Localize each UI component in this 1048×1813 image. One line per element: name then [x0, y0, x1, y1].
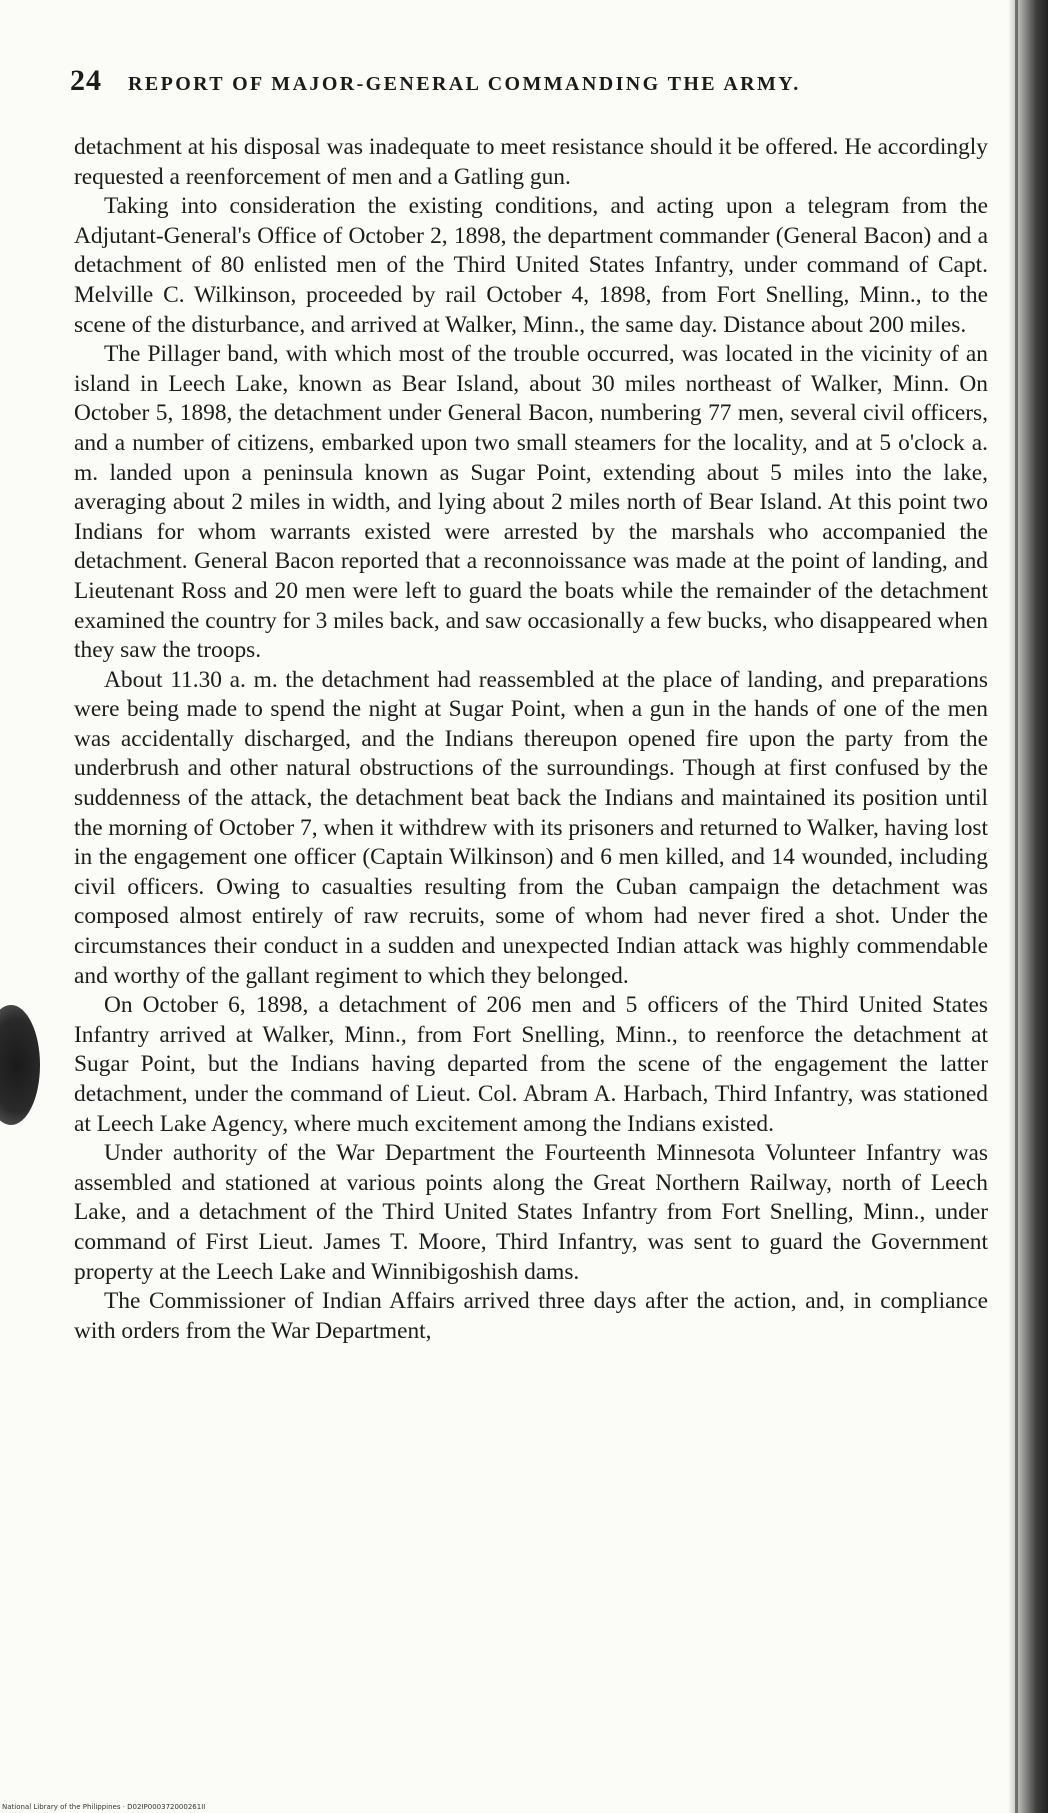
binding-shadow	[0, 1005, 40, 1125]
paragraph: Taking into consideration the existing conditions, and acting upon a telegram from the Adjutant-General's Office of October 2, 1898, the department commander (General Bacon) and a detachment of 80 enlisted men of the Third United States Infantry, under command of Capt. Melville C. Wilkinson, proceeded by rail October 4, 1898, from Fort Snelling, Minn., to the scene of the disturbance, and arrived at Walker, Minn., the same day. Distance about 200 miles.	[74, 193, 988, 338]
paragraph: On October 6, 1898, a detachment of 206 men and 5 officers of the Third United States Infantry arrived at Walker, Minn., from Fort Snelling, Minn., to reenforce the detachment at Sugar Point, but the Indians having departed from the scene of the engagement the latter detachment, under the command of Lieut. Col. Abram A. Harbach, Third Infantry, was stationed at Leech Lake Agency, where much excitement among the Indians existed.	[74, 992, 988, 1137]
report-body	[74, 133, 988, 1346]
paragraph: The Pillager band, with which most of the trouble occurred, was located in the vicinity of an island in Leech Lake, known as Bear Island, about 30 miles northeast of Walker, Minn. On October 5, 1898, the detachment under General Bacon, numbering 77 men, several civil officers, and a number of citizens, embarked upon two small steamers for the locality, and at 5 o'clock a. m. landed upon a peninsula known as Sugar Point, extending about 5 miles into the lake, averaging about 2 miles in width, and lying about 2 miles north of Bear Island. At this point two Indians for whom warrants existed were arrested by the marshals who accompanied the detachment. General Bacon reported that a reconnoissance was made at the point of landing, and Lieutenant Ross and 20 men were left to guard the boats while the remainder of the detachment examined the country for 3 miles back, and saw occasionally a few bucks, who disappeared when they saw the troops.	[74, 341, 988, 664]
running-title: REPORT OF MAJOR-GENERAL COMMANDING THE ARMY.	[128, 73, 801, 95]
paragraph: The Commissioner of Indian Affairs arrived three days after the action, and, in compliance with orders from the War Department,	[74, 1288, 988, 1344]
scan-credit: National Library of the Philippines · D02IP000372000261II	[2, 1803, 206, 1811]
page-header	[70, 64, 950, 98]
page-edge-line	[1015, 0, 1018, 1813]
page-number: 24	[70, 64, 102, 97]
paragraph-continued: detachment at his disposal was inadequate to meet resistance should it be offered. He accordingly requested a reenforcement of men and a Gatling gun.	[74, 134, 988, 190]
paragraph: About 11.30 a. m. the detachment had reassembled at the place of landing, and preparations were being made to spend the night at Sugar Point, when a gun in the hands of one of the men was accidentally discharged, and the Indians thereupon opened fire upon the party from the underbrush and other natural obstructions of the surroundings. Though at first confused by the suddenness of the attack, the detachment beat back the Indians and maintained its position until the morning of October 7, when it withdrew with its prisoners and returned to Walker, having lost in the engagement one officer (Captain Wilkinson) and 6 men killed, and 14 wounded, including civil officers. Owing to casualties resulting from the Cuban campaign the detachment was composed almost entirely of raw recruits, some of whom had never fired a shot. Under the circumstances their conduct in a sudden and unexpected Indian attack was highly commendable and worthy of the gallant regiment to which they belonged.	[74, 666, 988, 989]
page-edge-shadow	[1008, 0, 1048, 1813]
paragraph: Under authority of the War Department the Fourteenth Minnesota Volunteer Infantry was assembled and stationed at various points along the Great Northern Railway, north of Leech Lake, and a detachment of the Third United States Infantry from Fort Snelling, Minn., under command of First Lieut. James T. Moore, Third Infantry, was sent to guard the Government property at the Leech Lake and Winnibigoshish dams.	[74, 1140, 988, 1285]
